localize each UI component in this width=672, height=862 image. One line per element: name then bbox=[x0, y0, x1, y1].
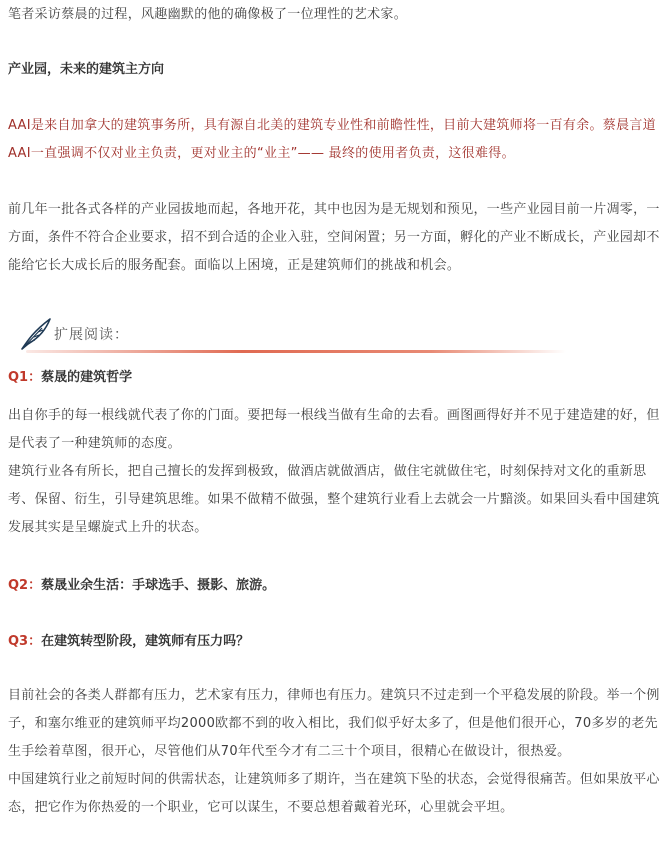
extended-reading-header bbox=[18, 316, 558, 356]
question-number: Q1： bbox=[8, 370, 42, 385]
answer-1-paragraph-2: 建筑行业各有所长，把自己擅长的发挥到极致，做酒店就做酒店，做住宅就做住宅，时刻保持对文化的重新思考、保留、衍生，引导建筑思维。如果不做精不做强，整个建筑行业看上去就会一片黯淡。如果回头看中国建筑发展其实是呈螺旋式上升的状态。 bbox=[8, 464, 660, 535]
answer-3-paragraph-2: 中国建筑行业之前短时间的供需状态，让建筑师多了期许，当在建筑下坠的状态，会觉得很痛苦。但如果放平心态，把它作为你热爱的一个职业，它可以谋生，不要总想着戴着光环，心里就会平坦。 bbox=[8, 772, 660, 815]
feather-icon bbox=[18, 316, 54, 352]
section-heading-industrial-park: 产业园，未来的建筑主方向 bbox=[8, 62, 165, 77]
paragraph-industrial-parks: 前几年一批各式各样的产业园拔地而起，各地开花，其中也因为是无规划和预见，一些产业园目前一片凋零，一方面，条件不符合企业要求，招不到合适的企业入驻，空间闲置；另一方面，孵化的产业不断成长，产业园却不能给它长大成长后的服务配套。面临以上困境，正是建筑师们的挑战和机会。 bbox=[8, 202, 660, 273]
answer-1-paragraph-1: 出自你手的每一根线就代表了你的门面。要把每一根线当做有生命的去看。画图画得好并不见于建造建的好，但是代表了一种建筑师的态度。 bbox=[8, 408, 660, 451]
question-text: 蔡晟的建筑哲学 bbox=[41, 370, 133, 385]
extended-reading-divider bbox=[26, 350, 566, 353]
extended-reading-label: 扩展阅读： bbox=[54, 327, 129, 343]
question-text: 在建筑转型阶段，建筑师有压力吗？ bbox=[41, 634, 250, 649]
paragraph-aai: AAI是来自加拿大的建筑事务所，具有源自北美的建筑专业性和前瞻性性，目前大建筑师将一百有余。蔡晨言道AAI一直强调不仅对业主负责，更对业主的“业主”—— 最终的使用者负责，这很难得。 bbox=[8, 118, 656, 161]
question-2 bbox=[8, 576, 666, 596]
question-text: 蔡晟业余生活：手球选手、摄影、旅游。 bbox=[41, 578, 276, 593]
intro-paragraph: 笔者采访蔡晨的过程，风趣幽默的他的确像极了一位理性的艺术家。 bbox=[8, 7, 408, 22]
answer-3-paragraph-1: 目前社会的各类人群都有压力，艺术家有压力，律师也有压力。建筑只不过走到一个平稳发展的阶段。举一个例子，和塞尔维亚的建筑师平均2000欧都不到的收入相比，我们似乎好太多了，但是他们很开心，70多岁的老先生手绘着草图，很开心，尽管他们从70年代至今才有二三十个项目，很精心在做设计，很热爱。 bbox=[8, 688, 660, 759]
question-number: Q2： bbox=[8, 578, 42, 593]
question-1 bbox=[8, 368, 666, 388]
question-number: Q3： bbox=[8, 634, 42, 649]
question-3 bbox=[8, 632, 666, 652]
